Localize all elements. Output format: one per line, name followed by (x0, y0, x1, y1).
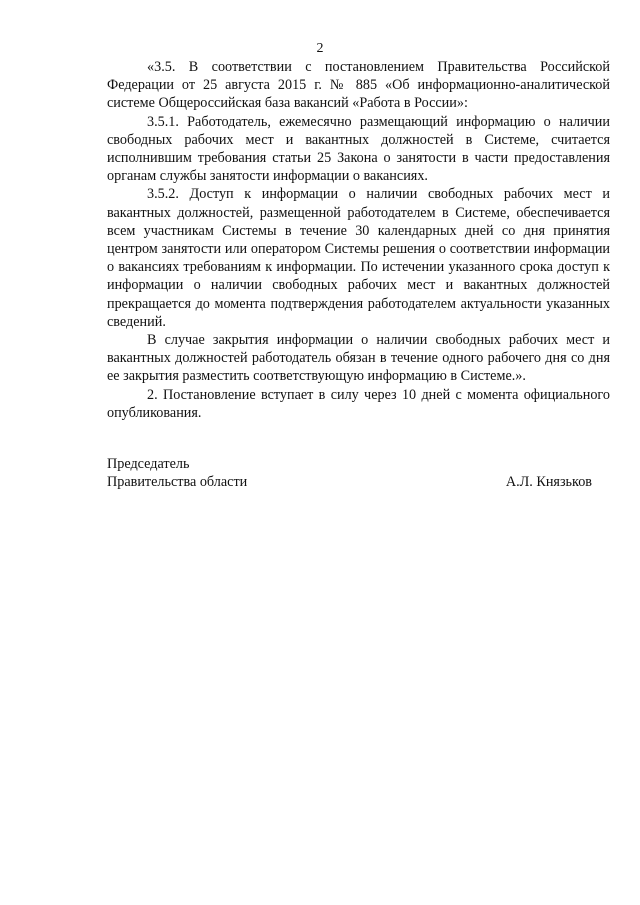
signatory-title-line2: Правительства области (107, 474, 248, 491)
paragraph-3-5-2: 3.5.2. Доступ к информации о наличии свободных рабочих мест и вакантных должностей, размещенной работодателем в Системе, обеспечивается всем участникам Системы в течение 30 календарных дней со дня принятия центром занятости или оператором Системы решения о соответствии информации о вакансиях требованиям к информации. По истечении указанного срока доступ к информации о наличии свободных рабочих мест и вакантных должностей прекращается до момента подтверждения работодателем актуальности указанных сведений. (107, 186, 610, 330)
paragraph-effective-date: 2. Постановление вступает в силу через 10 дней с момента официального опубликования. (107, 386, 610, 421)
paragraph-3-5-1: 3.5.1. Работодатель, ежемесячно размещающий информацию о наличии свободных рабочих мест и вакантных должностей в Системе, считается исполнившим требования статьи 25 Закона о занятости в части предоставления органам службы занятости информации о вакансиях. (107, 113, 610, 185)
page-number: 2 (316, 41, 324, 56)
paragraph-3-5: «3.5. В соответствии с постановлением Правительства Российской Федерации от 25 августа 2015 г. № 885 «Об информационно-аналитической системе Общероссийская база вакансий «Работа в России»: (107, 59, 610, 112)
document-body (107, 58, 610, 422)
signatory-title-line1: Председатель (107, 456, 190, 472)
paragraph-closure: В случае закрытия информации о наличии свободных рабочих мест и вакантных должностей работодатель обязан в течение одного рабочего дня со дня ее закрытия разместить соответствующую информацию в Системе.». (107, 332, 610, 385)
signatory-name: А.Л. Князьков (505, 474, 592, 491)
signature-row (107, 473, 592, 491)
signature-block (107, 455, 592, 491)
